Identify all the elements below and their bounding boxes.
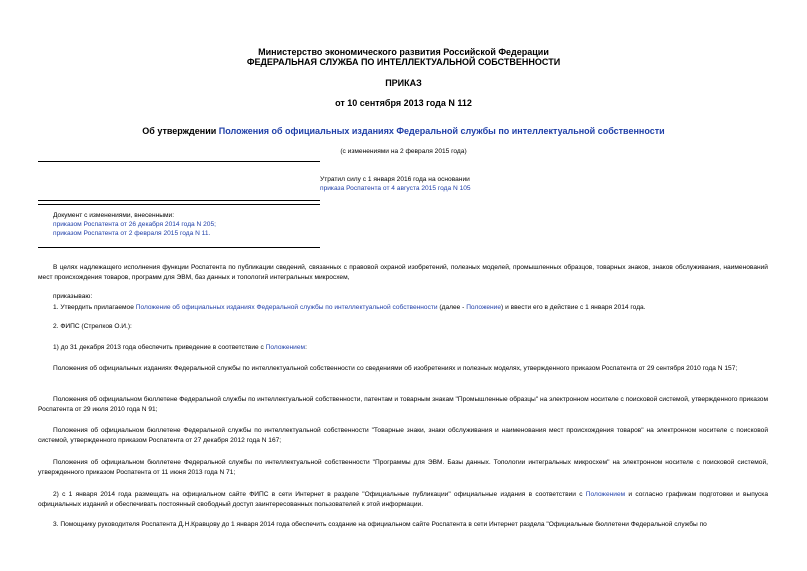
paragraph: Положения об официальном бюллетене Федеральной службы по интеллектуальной собственности "Товарные знаки, знаки обслуживания и наименования мест происхождения товаров" на электронном носителе с поисковой системой, утвержденного приказом Роспатента от 27 декабря 2012 года N 167; [38, 427, 768, 444]
divider [38, 247, 320, 248]
regulation-link[interactable]: Положение [466, 304, 502, 311]
paragraph [38, 303, 768, 313]
changes-block [53, 211, 353, 238]
text: 2) с 1 января 2014 года размещать на официальном сайте ФИПС в сети Интернет в разделе "Официальные публикации" официальные издания в соответствии с [53, 491, 586, 498]
paragraph: приказываю: [53, 293, 93, 300]
text: (далее - [437, 304, 467, 311]
document-date: от 10 сентября 2013 года N 112 [335, 98, 472, 108]
regulation-link[interactable]: Положением [585, 491, 626, 498]
document-type: ПРИКАЗ [385, 78, 422, 88]
title-regulation-link[interactable]: Положения об официальных изданиях Федеральной службы по интеллектуальной собственности [218, 126, 665, 136]
amended-note: (с изменениями на 2 февраля 2015 года) [340, 148, 467, 155]
text: 1. Утвердить прилагаемое [53, 304, 136, 311]
title-prefix: Об утверждении [142, 126, 219, 136]
change-order-link[interactable]: приказом Роспатента от 26 декабря 2014 года N 205; [53, 221, 216, 228]
paragraph: В целях надлежащего исполнения функции Роспатента по публикации сведений, связанных с правовой охраной изобретений, полезных моделей, промышленных образцов, товарных знаков, знаков обслуживания, наименований мест происхождения товаров, программ для ЭВМ, баз данных и топологий интегральных микросхем, [38, 264, 768, 281]
paragraph: 2. ФИПС (Стрелков О.И.): [53, 323, 132, 330]
paragraph: Положения об официальном бюллетене Федеральной службы по интеллектуальной собственности "Программы для ЭВМ. Базы данных. Топологии интегральных микросхем" на электронном носителе с поисковой системой, утвержденного приказом Роспатента от 11 июня 2013 года N 71; [38, 459, 768, 476]
paragraph: Положения об официальных изданиях Федеральной службы по интеллектуальной собственности со сведениями об изобретениях и полезных моделях, утвержденного приказом Роспатента от 29 сентября 2010 года N 157; [53, 365, 738, 372]
paragraph: 3. Помощнику руководителя Роспатента Д.Н.Кравцову до 1 января 2014 года обеспечить создание на официальном сайте Роспатента в сети Интернет раздела "Официальные бюллетени Федеральной службы по [53, 521, 707, 528]
document-title [0, 126, 807, 136]
expiry-note [320, 175, 620, 193]
change-order-link[interactable]: приказом Роспатента от 2 февраля 2015 года N 11. [53, 230, 211, 237]
regulation-link[interactable]: Положение об официальных изданиях Федеральной службы по интеллектуальной собственности [135, 304, 438, 311]
paragraph [38, 490, 768, 510]
text: : [305, 344, 307, 351]
service-name: ФЕДЕРАЛЬНАЯ СЛУЖБА ПО ИНТЕЛЛЕКТУАЛЬНОЙ СОБСТВЕННОСТИ [246, 57, 561, 67]
changes-intro: Документ с изменениями, внесенными: [53, 212, 175, 219]
paragraph [38, 343, 768, 353]
text: ) и ввести его в действие с 1 января 2014 года. [501, 304, 646, 311]
divider [38, 200, 320, 201]
divider [38, 204, 320, 205]
expiry-order-link[interactable]: приказа Роспатента от 4 августа 2015 года N 105 [320, 185, 471, 192]
expiry-text: Утратил силу с 1 января 2016 года на основании [320, 176, 470, 183]
paragraph: Положения об официальном бюллетене Федеральной службы по интеллектуальной собственности, патентам и товарным знакам "Промышленные образцы" на электронном носителе с поисковой системой, утвержденного приказом Роспатента от 29 июля 2010 года N 91; [38, 396, 768, 413]
ministry-name: Министерство экономического развития Российской Федерации [258, 47, 549, 57]
divider [38, 161, 320, 162]
text: 1) до 31 декабря 2013 года обеспечить приведение в соответствие с [53, 344, 266, 351]
text: и согласно графикам подготовки и выпуска официальных изданий и обеспечивать постоянный свободный доступ заинтересованных пользователей к этой информации. [38, 491, 768, 508]
regulation-link[interactable]: Положением [265, 344, 306, 351]
